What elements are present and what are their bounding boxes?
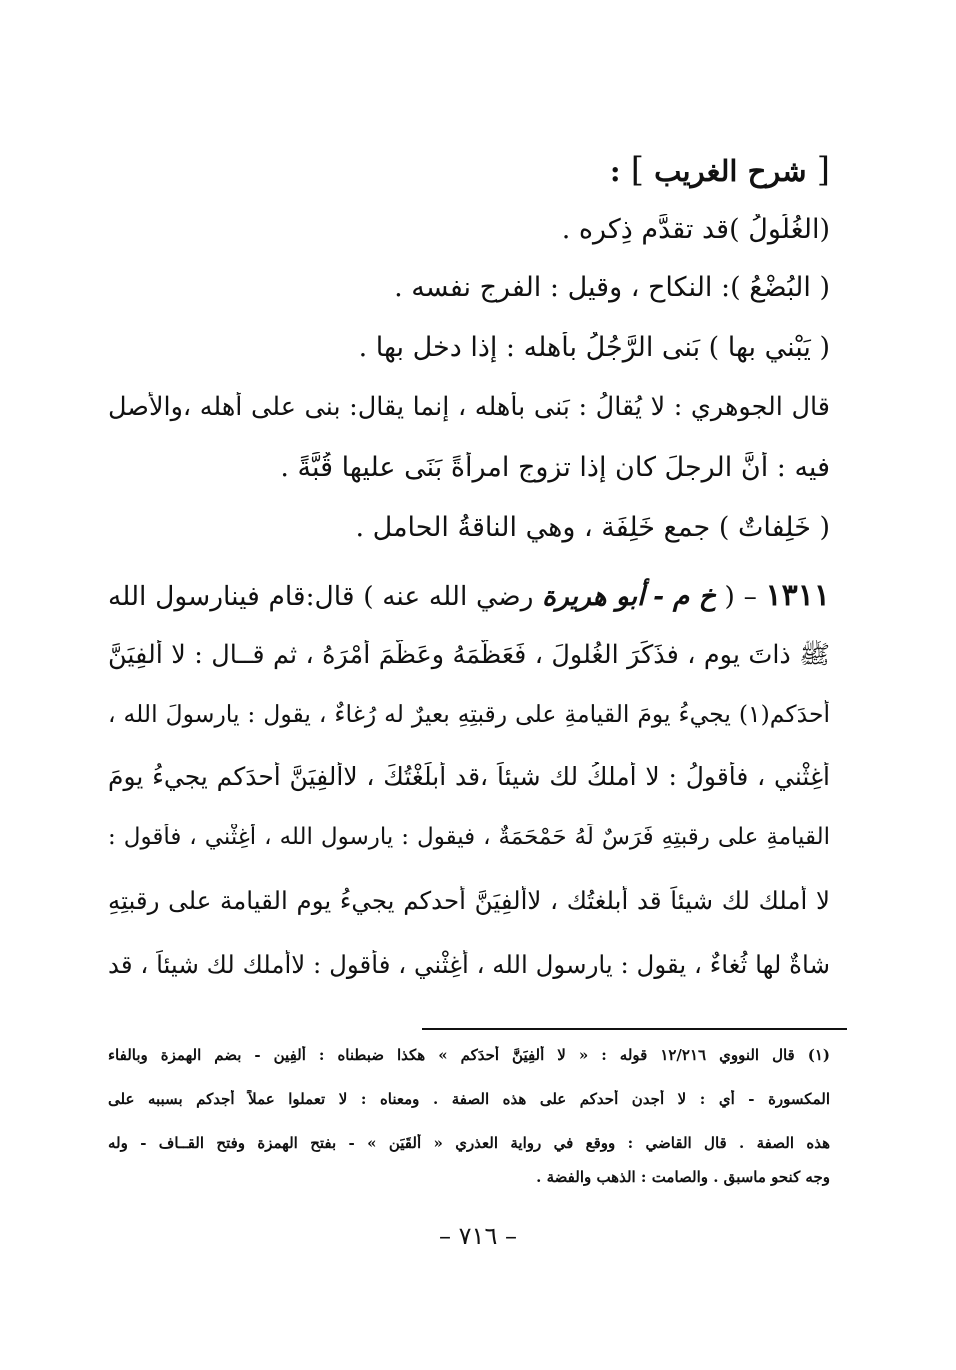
glossary-entry-khalifat: ( خَلِفاتٌ ) جمع خَلِفَة ، وهي الناقةُ الحامل . <box>355 512 830 543</box>
hadith-line: أغِثْني ، فأقولُ : لا أملكُ لك شيئاً ،قد أبلَغْتُكَ ، لاأُلفِيَنَّ أحدَكم يجيءُ يومَ <box>108 762 830 791</box>
hadith-line: أحدَكم(١) يجيءُ يومَ القيامةِ على رقبتِهِ بعيرٌ له رُغاءٌ ، يقول : يارسولَ الله ، <box>108 700 830 728</box>
hadith-first-line-rest: رضي الله عنه ) قال:قام فينارسول الله <box>108 581 534 612</box>
footnote-line: وجه كنحو ماسبق . والصامت : الذهب والفضة . <box>536 1168 830 1186</box>
glossary-jawhari-line-2: فيه : أنَّ الرجلَ كان إذا تزوج امرأةً بَنَى عليها قُبَّةً . <box>280 452 830 483</box>
hadith-line: شاةٌ لها ثُغاءٌ ، يقول : يارسول الله ، أغِثْني ، فأقول : لاأملك لك شيئاً ، قد <box>108 950 830 979</box>
hadith-separator: - <box>653 581 665 612</box>
section-heading <box>610 150 830 190</box>
hadith-line: ﷺ ذاتَ يوم ، فذَكَرَ الغُلولَ ، فَعَظَّمَهُ وعَظَّمَ أمْرَهُ ، ثم قــال : لا أُلفِيَنَّ <box>108 640 830 670</box>
glossary-entry-yabni: ( يَبْني بها ) بَنى الرَّجُلُ بأهله : إذا دخل بها . <box>358 332 830 363</box>
glossary-entry-ghulul: (الغُلُولُ )قد تقدَّم ذِكره . <box>561 214 830 245</box>
hadith-narrator: أبو هريرة <box>542 581 645 612</box>
hadith-open-paren: ( <box>724 581 735 612</box>
hadith-line: لا أملك لك شيئاً قد أبلغتُك ، لاأُلفِيَنَّ أحدكم يجيءُ يوم القيامة على رقبتِهِ <box>108 886 830 915</box>
footnote-line: المكسورة - أي : لا أجدن أحدكم على هذه الصفة . ومعناه : لا تعملوا عملاً أجدكم بسببه على <box>108 1090 830 1108</box>
heading-bracket-close: ] <box>630 150 644 190</box>
hadith-dash: – <box>743 581 757 612</box>
footnote-line: هذه الصفة . قال القاضي : ووقع في رواية العذري « أَلقَيَن » - بفتح الهمزة وفتح القــاف - وله <box>108 1134 830 1152</box>
hadith-number: ١٣١١ <box>765 578 830 613</box>
heading-bracket-open: [ <box>816 150 830 190</box>
hadith-line: القيامةِ على رقبتِهِ فَرَسٌ لَهُ حَمْحَمَةٌ ، فيقول : يارسول الله ، أغِثْني ، فأقول : <box>108 824 830 850</box>
glossary-jawhari-line-1: قال الجوهري : لا يُقالُ : بَنى بأهله ، إنما يقال: بنى على أهله ،والأصل <box>108 392 830 422</box>
glossary-entry-bud: ( البُضْعُ ): النكاح ، وقيل : الفرج نفسه . <box>394 272 830 303</box>
footnote-line: (١) قال النووي ١٢/٢١٦ قوله : « لا أُلفِيَنَّ أحدَكم » هكذا ضبطناه : أُلفِين - بضم الهمزة وبالفاء <box>108 1046 830 1064</box>
page-number: – ٧١٦ – <box>439 1222 517 1250</box>
heading-title: شرح الغريب <box>654 154 807 188</box>
footnote-divider <box>422 1028 847 1030</box>
hadith-header-line <box>108 578 830 614</box>
hadith-source: خ م <box>672 581 716 612</box>
heading-colon: : <box>609 154 621 188</box>
